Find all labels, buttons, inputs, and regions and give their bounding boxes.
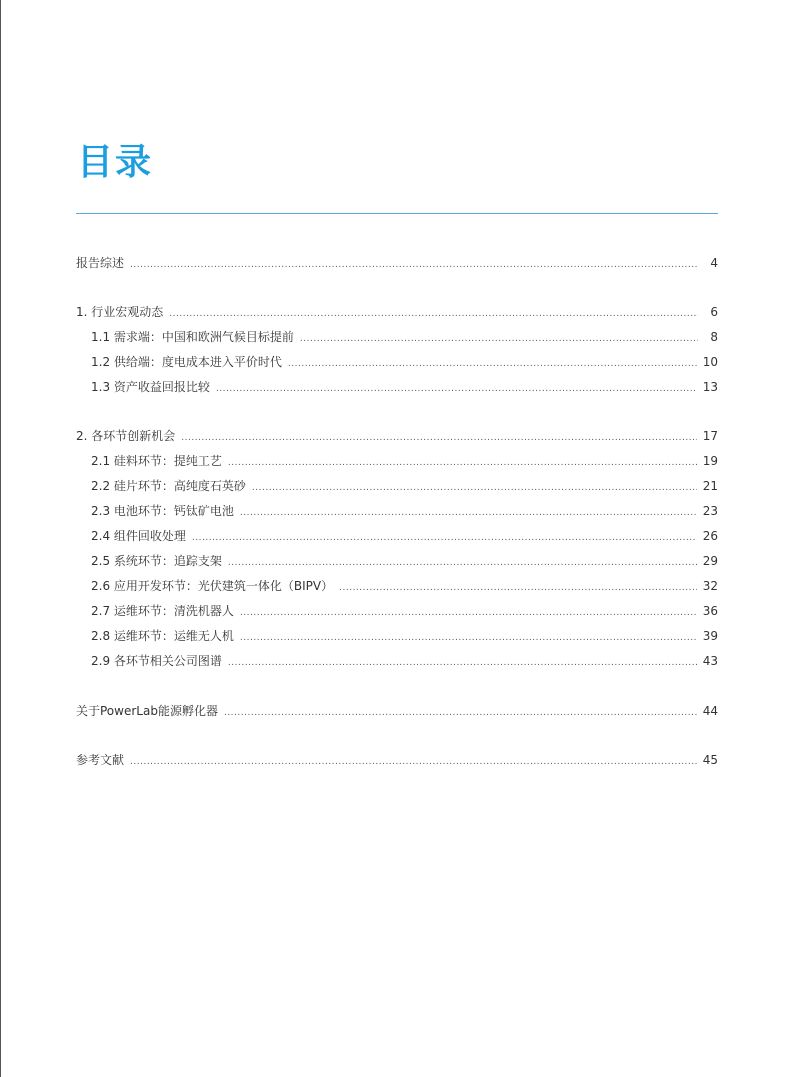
toc-entry-label: 2.4 组件回收处理 — [91, 529, 186, 543]
toc-subentry[interactable] — [76, 351, 718, 373]
toc-leader-dots — [288, 353, 697, 375]
toc-entry-label: 关于PowerLab能源孵化器 — [76, 704, 218, 718]
toc-entry-label: 2.7 运维环节：清洗机器人 — [91, 604, 234, 618]
toc-subentry[interactable] — [76, 450, 718, 472]
toc-subentry[interactable] — [76, 550, 718, 572]
toc-entry[interactable] — [76, 749, 718, 771]
toc-subentry[interactable] — [76, 575, 718, 597]
page-left-edge — [0, 0, 1, 1077]
toc-entry-page: 29 — [702, 554, 718, 568]
title-divider — [76, 213, 718, 214]
toc-entry-page: 21 — [702, 479, 718, 493]
toc-entry-label: 1. 行业宏观动态 — [76, 305, 164, 319]
toc-entry-label: 2.3 电池环节：钙钛矿电池 — [91, 504, 234, 518]
toc-entry-page: 43 — [702, 654, 718, 668]
toc-entry-label: 1.2 供给端：度电成本进入平价时代 — [91, 355, 282, 369]
toc-leader-dots — [240, 602, 697, 624]
toc-leader-dots — [240, 502, 697, 524]
toc-subentry[interactable] — [76, 475, 718, 497]
toc-leader-dots — [240, 627, 697, 649]
toc-entry-page: 23 — [702, 504, 718, 518]
toc-entry-page: 32 — [702, 579, 718, 593]
toc-entry-label: 1.3 资产收益回报比较 — [91, 380, 210, 394]
toc-entry-page: 10 — [702, 355, 718, 369]
toc-subentry[interactable] — [76, 376, 718, 398]
toc-leader-dots — [169, 303, 698, 325]
toc-entry-page: 39 — [702, 629, 718, 643]
toc-entry[interactable] — [76, 700, 718, 722]
toc-entry[interactable] — [76, 301, 718, 323]
toc-entry-page: 36 — [702, 604, 718, 618]
toc-leader-dots — [224, 702, 697, 724]
toc-entry-label: 2.8 运维环节：运维无人机 — [91, 629, 234, 643]
toc-entry-page: 6 — [710, 305, 718, 319]
toc-entry-label: 2.2 硅片环节：高纯度石英砂 — [91, 479, 246, 493]
toc-entry-label: 2.1 硅料环节：提纯工艺 — [91, 454, 222, 468]
toc-entry-label: 报告综述 — [76, 256, 125, 270]
toc-entry-label: 2.5 系统环节：追踪支架 — [91, 554, 222, 568]
toc-entry-page: 26 — [702, 529, 718, 543]
toc-leader-dots — [300, 328, 698, 350]
toc-entry[interactable] — [76, 252, 718, 274]
toc-entry-label: 2. 各环节创新机会 — [76, 429, 176, 443]
toc-leader-dots — [228, 652, 697, 674]
toc-entry-label: 2.6 应用开发环节：光伏建筑一体化（BIPV） — [91, 579, 334, 593]
toc-leader-dots — [252, 477, 697, 499]
toc-entry-page: 17 — [702, 429, 718, 443]
toc-leader-dots — [339, 577, 697, 599]
toc-entry[interactable] — [76, 425, 718, 447]
toc-entry-page: 4 — [710, 256, 718, 270]
toc-leader-dots — [228, 552, 697, 574]
toc-entry-page: 44 — [702, 704, 718, 718]
toc-entry-label: 参考文献 — [76, 753, 125, 767]
toc-subentry[interactable] — [76, 600, 718, 622]
toc-subentry[interactable] — [76, 500, 718, 522]
page-title: 目录 — [77, 142, 154, 183]
toc-entry-page: 8 — [710, 330, 718, 344]
toc-leader-dots — [130, 751, 697, 773]
toc-subentry[interactable] — [76, 625, 718, 647]
toc-leader-dots — [181, 427, 696, 449]
toc-entry-page: 45 — [702, 753, 718, 767]
toc-subentry[interactable] — [76, 326, 718, 348]
toc-subentry[interactable] — [76, 650, 718, 672]
toc-leader-dots — [228, 452, 697, 474]
toc-leader-dots — [216, 378, 697, 400]
toc-subentry[interactable] — [76, 525, 718, 547]
toc-entry-label: 1.1 需求端：中国和欧洲气候目标提前 — [91, 330, 294, 344]
toc-leader-dots — [192, 527, 697, 549]
toc-entry-label: 2.9 各环节相关公司图谱 — [91, 654, 222, 668]
toc-leader-dots — [130, 254, 698, 276]
toc-entry-page: 13 — [702, 380, 718, 394]
toc-entry-page: 19 — [702, 454, 718, 468]
